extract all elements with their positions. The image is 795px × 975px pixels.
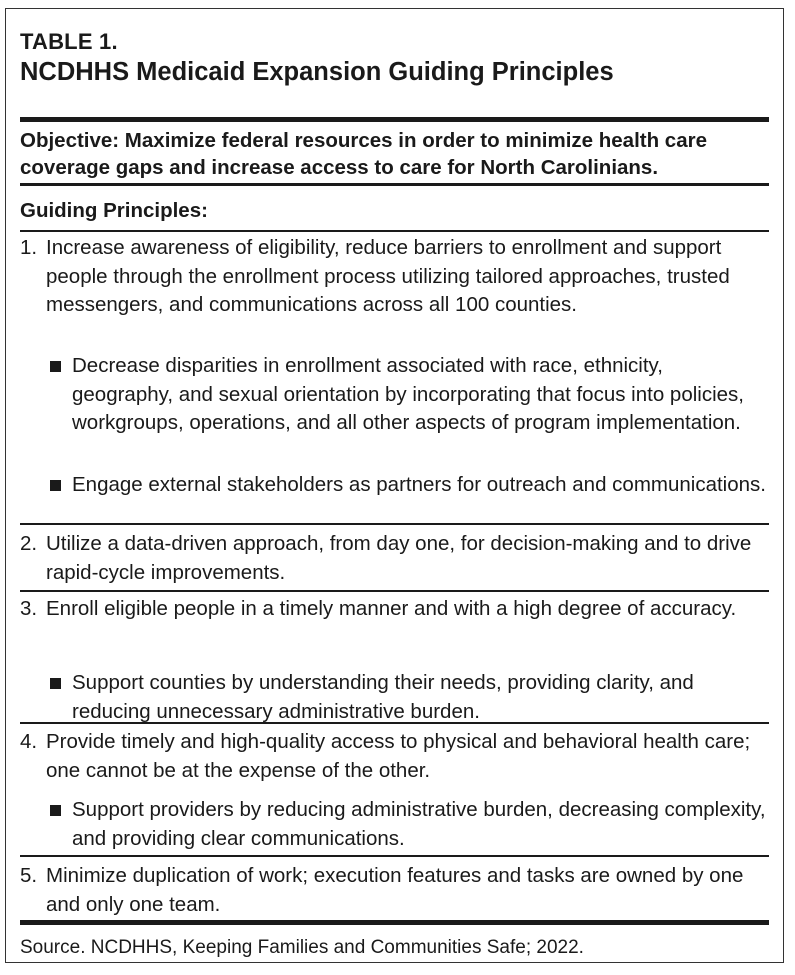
bullet-text: Support counties by understanding their needs, providing clarity, and reducing unnecessary administrative burden. bbox=[72, 671, 694, 723]
principle-text: Minimize duplication of work; execution features and tasks are owned by one and only one team. bbox=[46, 864, 744, 916]
row-divider bbox=[20, 855, 769, 857]
principle-text: Provide timely and high-quality access to physical and behavioral health care; one cannot be at the expense of the other. bbox=[46, 730, 751, 782]
principle-text: Enroll eligible people in a timely manner and with a high degree of accuracy. bbox=[46, 597, 737, 620]
square-bullet-icon bbox=[46, 669, 72, 726]
principle-number: 2. bbox=[20, 532, 38, 555]
principle-item-5 bbox=[20, 862, 769, 919]
principle-number: 3. bbox=[20, 597, 38, 620]
principle-item-4 bbox=[20, 728, 769, 785]
bullet-text: Decrease disparities in enrollment associated with race, ethnicity, geography, and sexual orientation by incorporating that focus into policies, workgroups, operations, and all other aspects of program implementation. bbox=[72, 354, 744, 434]
bullet-text: Support providers by reducing administrative burden, decreasing complexity, and providing clear communications. bbox=[72, 798, 766, 850]
bullet-text: Engage external stakeholders as partners for outreach and communications. bbox=[72, 473, 766, 496]
square-bullet-icon bbox=[46, 352, 72, 438]
source-note: Source. NCDHHS, Keeping Families and Communities Safe; 2022. bbox=[20, 937, 584, 958]
row-divider bbox=[20, 523, 769, 525]
guiding-principles-heading: Guiding Principles: bbox=[20, 199, 208, 222]
principle-number: 5. bbox=[20, 864, 38, 887]
principle-text: Increase awareness of eligibility, reduce barriers to enrollment and support people through the enrollment process utilizing tailored approaches, trusted messengers, and communications across all 100 counties. bbox=[46, 236, 730, 316]
principle-3-bullet-1 bbox=[46, 669, 769, 726]
principle-number: 4. bbox=[20, 730, 38, 753]
header-rule bbox=[20, 117, 769, 122]
footer-rule bbox=[20, 920, 769, 925]
square-bullet-icon bbox=[46, 796, 72, 853]
principle-1-bullet-2 bbox=[46, 471, 769, 500]
principle-item-3 bbox=[20, 595, 769, 624]
square-bullet-icon bbox=[46, 471, 72, 500]
principle-1-bullet-1 bbox=[46, 352, 769, 438]
table-frame bbox=[5, 8, 784, 963]
row-divider bbox=[20, 230, 769, 232]
principle-item-2 bbox=[20, 530, 769, 587]
row-divider bbox=[20, 722, 769, 724]
row-divider bbox=[20, 590, 769, 592]
principle-4-bullet-1 bbox=[46, 796, 769, 853]
principle-item-1 bbox=[20, 234, 769, 320]
principle-number: 1. bbox=[20, 236, 38, 259]
objective-rule bbox=[20, 183, 769, 186]
objective-text: Objective: Maximize federal resources in order to minimize health care coverage gaps and increase access to care for North Carolinians. bbox=[20, 129, 707, 179]
principle-text: Utilize a data-driven approach, from day one, for decision-making and to drive rapid-cycle improvements. bbox=[46, 532, 752, 584]
table-title: NCDHHS Medicaid Expansion Guiding Principles bbox=[20, 58, 614, 86]
table-label: TABLE 1. bbox=[20, 29, 118, 54]
